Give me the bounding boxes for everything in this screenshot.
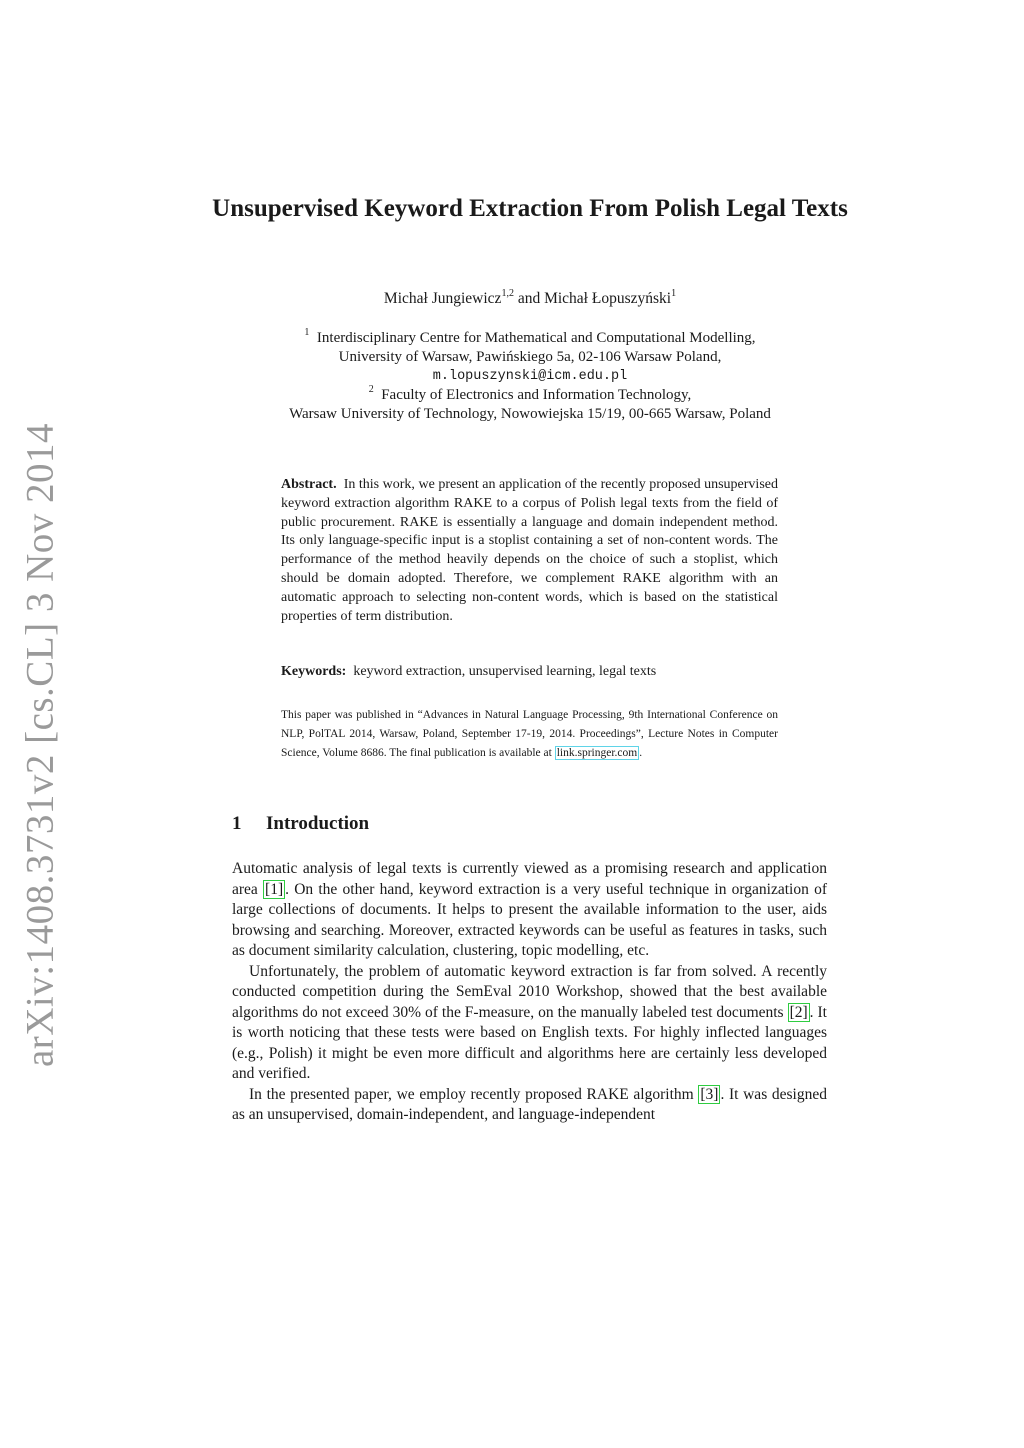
authors-conjunction: and (513, 290, 545, 307)
abstract-text: In this work, we present an application of the recently proposed unsupervised keyword extraction algorithm RAKE to a corpus of Polish legal texts from the field of public procurement. RAKE is essentially a language and domain independent method. Its only language-specific input is a stoplist containing a set of non-content words. The performance of the method heavily depends on the choice of such a stoplist, which should be domain adopted. Therefore, we complement RAKE algorithm with an automatic approach to selecting non-content words, which is based on the statistical properties of term distribution. (281, 477, 778, 624)
paragraph-3: In the presented paper, we employ recently proposed RAKE algorithm [3] . It was designed as an unsupervised, domain-independent, and language-independent (232, 1085, 827, 1123)
affiliation-1-line-2: University of Warsaw, Pawińskiego 5a, 02-106 Warsaw Poland, (338, 349, 722, 365)
affiliation-2-line-2: Warsaw University of Technology, Nowowiejska 15/19, 00-665 Warsaw, Poland (289, 406, 771, 422)
publication-note: This paper was published in “Advances in Natural Language Processing, 9th International Conference on NLP, PolTAL 2014, Warsaw, Poland, September 17-19, 2014. Proceedings”, Lecture Notes in Computer Science, Volume 8686. The final publication is available at link.springer.com . (281, 709, 778, 759)
springer-link[interactable]: link.springer.com (556, 747, 638, 759)
keywords-label: Keywords: (281, 664, 347, 679)
keywords-text: keyword extraction, unsupervised learning, legal texts (353, 664, 657, 679)
affiliation-2-mark: 2 (368, 384, 374, 395)
section-title: Introduction (266, 813, 370, 834)
paragraph-1: Automatic analysis of legal texts is currently viewed as a promising research and application area [1] . On the other hand, keyword extraction is a very useful technique in organization of large collections of documents. It helps to present the available information to the user, aids browsing and searching. Moreover, extracted keywords can be useful as features in tasks, such as document similarity calculation, clustering, topic modelling, etc. (232, 860, 827, 959)
section-heading-introduction (232, 813, 369, 835)
affiliation-1-line-1: $^1$ Interdisciplinary Centre for Mathematical and Computational Modelling, (304, 327, 756, 346)
author-email: m.lopuszynski@icm.edu.pl (432, 369, 628, 384)
keywords (281, 664, 778, 680)
affiliation-1-mark: 1 (304, 327, 310, 338)
author-2-affil-mark: 1 (671, 287, 677, 299)
citation-3[interactable]: [3] (700, 1085, 719, 1103)
author-1-affil-mark: 1,2 (501, 287, 514, 299)
abstract-label: Abstract. (281, 477, 337, 492)
author-2: Michał Łopuszyński (544, 290, 672, 307)
affiliations (200, 329, 860, 424)
arxiv-sidebar-stamp: arXiv:1408.3731v2 [cs.CL] 3 Nov 2014 (18, 422, 62, 1068)
citation-2[interactable]: [2] (789, 1003, 808, 1021)
paragraph-2: Unfortunately, the problem of automatic keyword extraction is far from solved. A recently conducted competition during the SemEval 2010 Workshop, showed that the best available algorithms do not exceed 30% of the F-measure, on the manually labeled test documents [2] . It is worth noticing that these tests were based on English texts. For highly inflected languages (e.g., Polish) it might be even more difficult and algorithms here are certainly less developed and verified. (232, 962, 827, 1082)
abstract (281, 476, 778, 626)
citation-1[interactable]: [1] (265, 880, 284, 898)
introduction-body (232, 859, 827, 1126)
author-1: Michał Jungiewicz (383, 290, 502, 307)
publication-note-text: This paper was published in “Advances in Natural Language Processing, 9th International Conference on NLP, PolTAL 2014, Warsaw, Poland, September 17-19, 2014. Proceedings”, Lecture Notes in Computer Science, Volume 8686. The final publication is available at (281, 709, 778, 759)
authors-line (200, 287, 860, 308)
section-number: 1 (232, 813, 242, 834)
paper-title: Unsupervised Keyword Extraction From Polish Legal Texts (212, 195, 848, 222)
affiliation-2-line-1: $^2$ Faculty of Electronics and Information Technology, (368, 384, 692, 403)
